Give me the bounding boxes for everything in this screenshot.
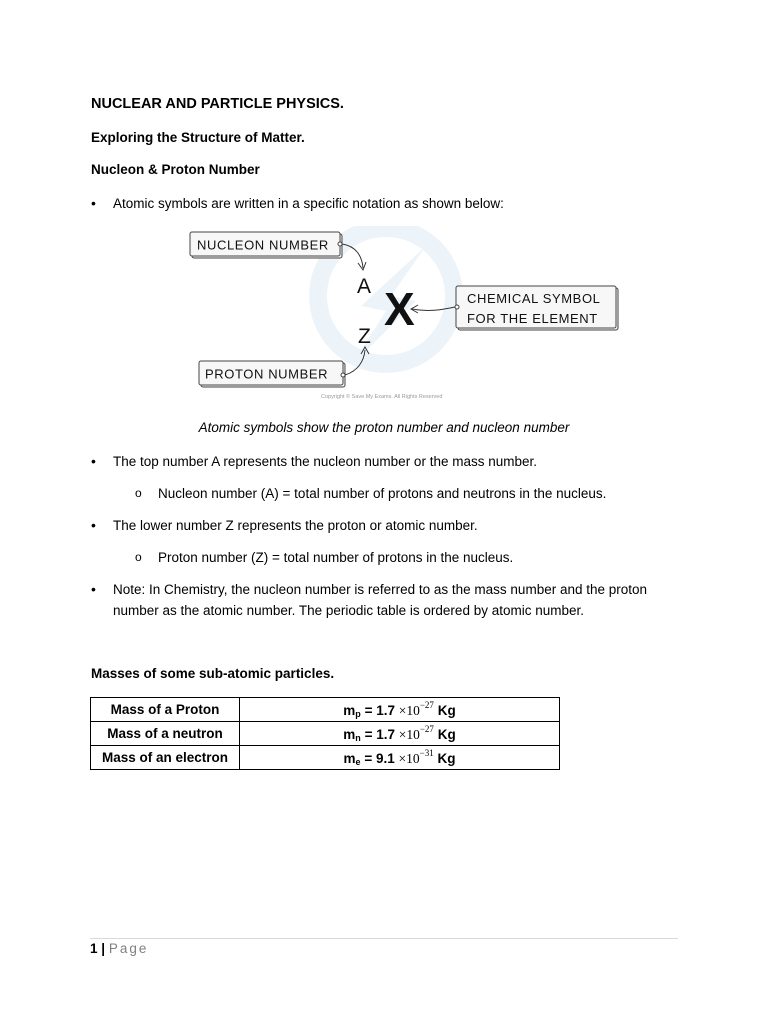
bullet-dot-icon: • xyxy=(91,517,96,533)
particle-label: Mass of a neutron xyxy=(91,722,240,746)
atomic-notation-diagram xyxy=(186,226,626,404)
bullet-dot-icon: • xyxy=(91,453,96,469)
proton-label-text: PROTON NUMBER xyxy=(205,366,329,382)
section-heading: Exploring the Structure of Matter. xyxy=(91,130,305,145)
chemical-label-line2: FOR THE ELEMENT xyxy=(467,311,598,326)
bottom-letter-z: Z xyxy=(358,325,371,348)
bullet-dot-icon: • xyxy=(91,581,96,597)
mass-value: $m_n = 1.7 \times 10^{-27}$ Kg xyxy=(240,722,560,746)
page-number: 1 xyxy=(90,941,98,956)
chemical-symbol-label xyxy=(455,286,618,330)
diagram-caption: Atomic symbols show the proton number and nucleon number xyxy=(198,420,570,435)
particle-label: Mass of an electron xyxy=(91,746,240,770)
sub-bullet-circle-icon: o xyxy=(135,550,142,564)
sub-bullet-text: Nucleon number (A) = total number of protons and neutrons in the nucleus. xyxy=(158,486,607,501)
footer-divider xyxy=(90,938,678,939)
proton-number-label xyxy=(199,361,345,387)
subsection-heading: Nucleon & Proton Number xyxy=(91,162,260,177)
bullet-text: Atomic symbols are written in a specific notation as shown below: xyxy=(113,196,504,211)
bullet-text: The lower number Z represents the proton or atomic number. xyxy=(113,518,478,533)
nucleon-number-label xyxy=(190,232,342,258)
sub-bullet-text: Proton number (Z) = total number of protons in the nucleus. xyxy=(158,550,514,565)
table-row xyxy=(91,722,560,746)
bullet-text: Note: In Chemistry, the nucleon number is referred to as the mass number and the proton number as the atomic number. The periodic table is ordered by atomic number. xyxy=(113,582,648,618)
document-title: NUCLEAR AND PARTICLE PHYSICS. xyxy=(91,96,344,112)
mass-value: $m_p = 1.7 \times 10^{-27}$ Kg xyxy=(240,698,560,722)
bullet-dot-icon: • xyxy=(91,195,96,211)
table-row xyxy=(91,746,560,770)
footer-separator: | xyxy=(101,941,106,956)
top-letter-a: A xyxy=(357,275,372,298)
element-letter-x: X xyxy=(384,283,415,335)
sub-bullet-circle-icon: o xyxy=(135,486,142,500)
copyright-text: Copyright © Save My Exams. All Rights Reserved xyxy=(321,394,443,400)
masses-table xyxy=(90,697,560,770)
particle-label: Mass of a Proton xyxy=(91,698,240,722)
chemical-label-line1: CHEMICAL SYMBOL xyxy=(467,291,601,306)
mass-value: $m_e = 9.1 \times 10^{-31}$ Kg xyxy=(240,746,560,770)
nucleon-label-text: NUCLEON NUMBER xyxy=(197,237,329,253)
bullet-text: The top number A represents the nucleon number or the mass number. xyxy=(113,454,537,469)
page-word: Page xyxy=(108,941,149,956)
masses-heading: Masses of some sub-atomic particles. xyxy=(91,666,335,681)
table-row xyxy=(91,698,560,722)
page-footer xyxy=(90,941,148,956)
